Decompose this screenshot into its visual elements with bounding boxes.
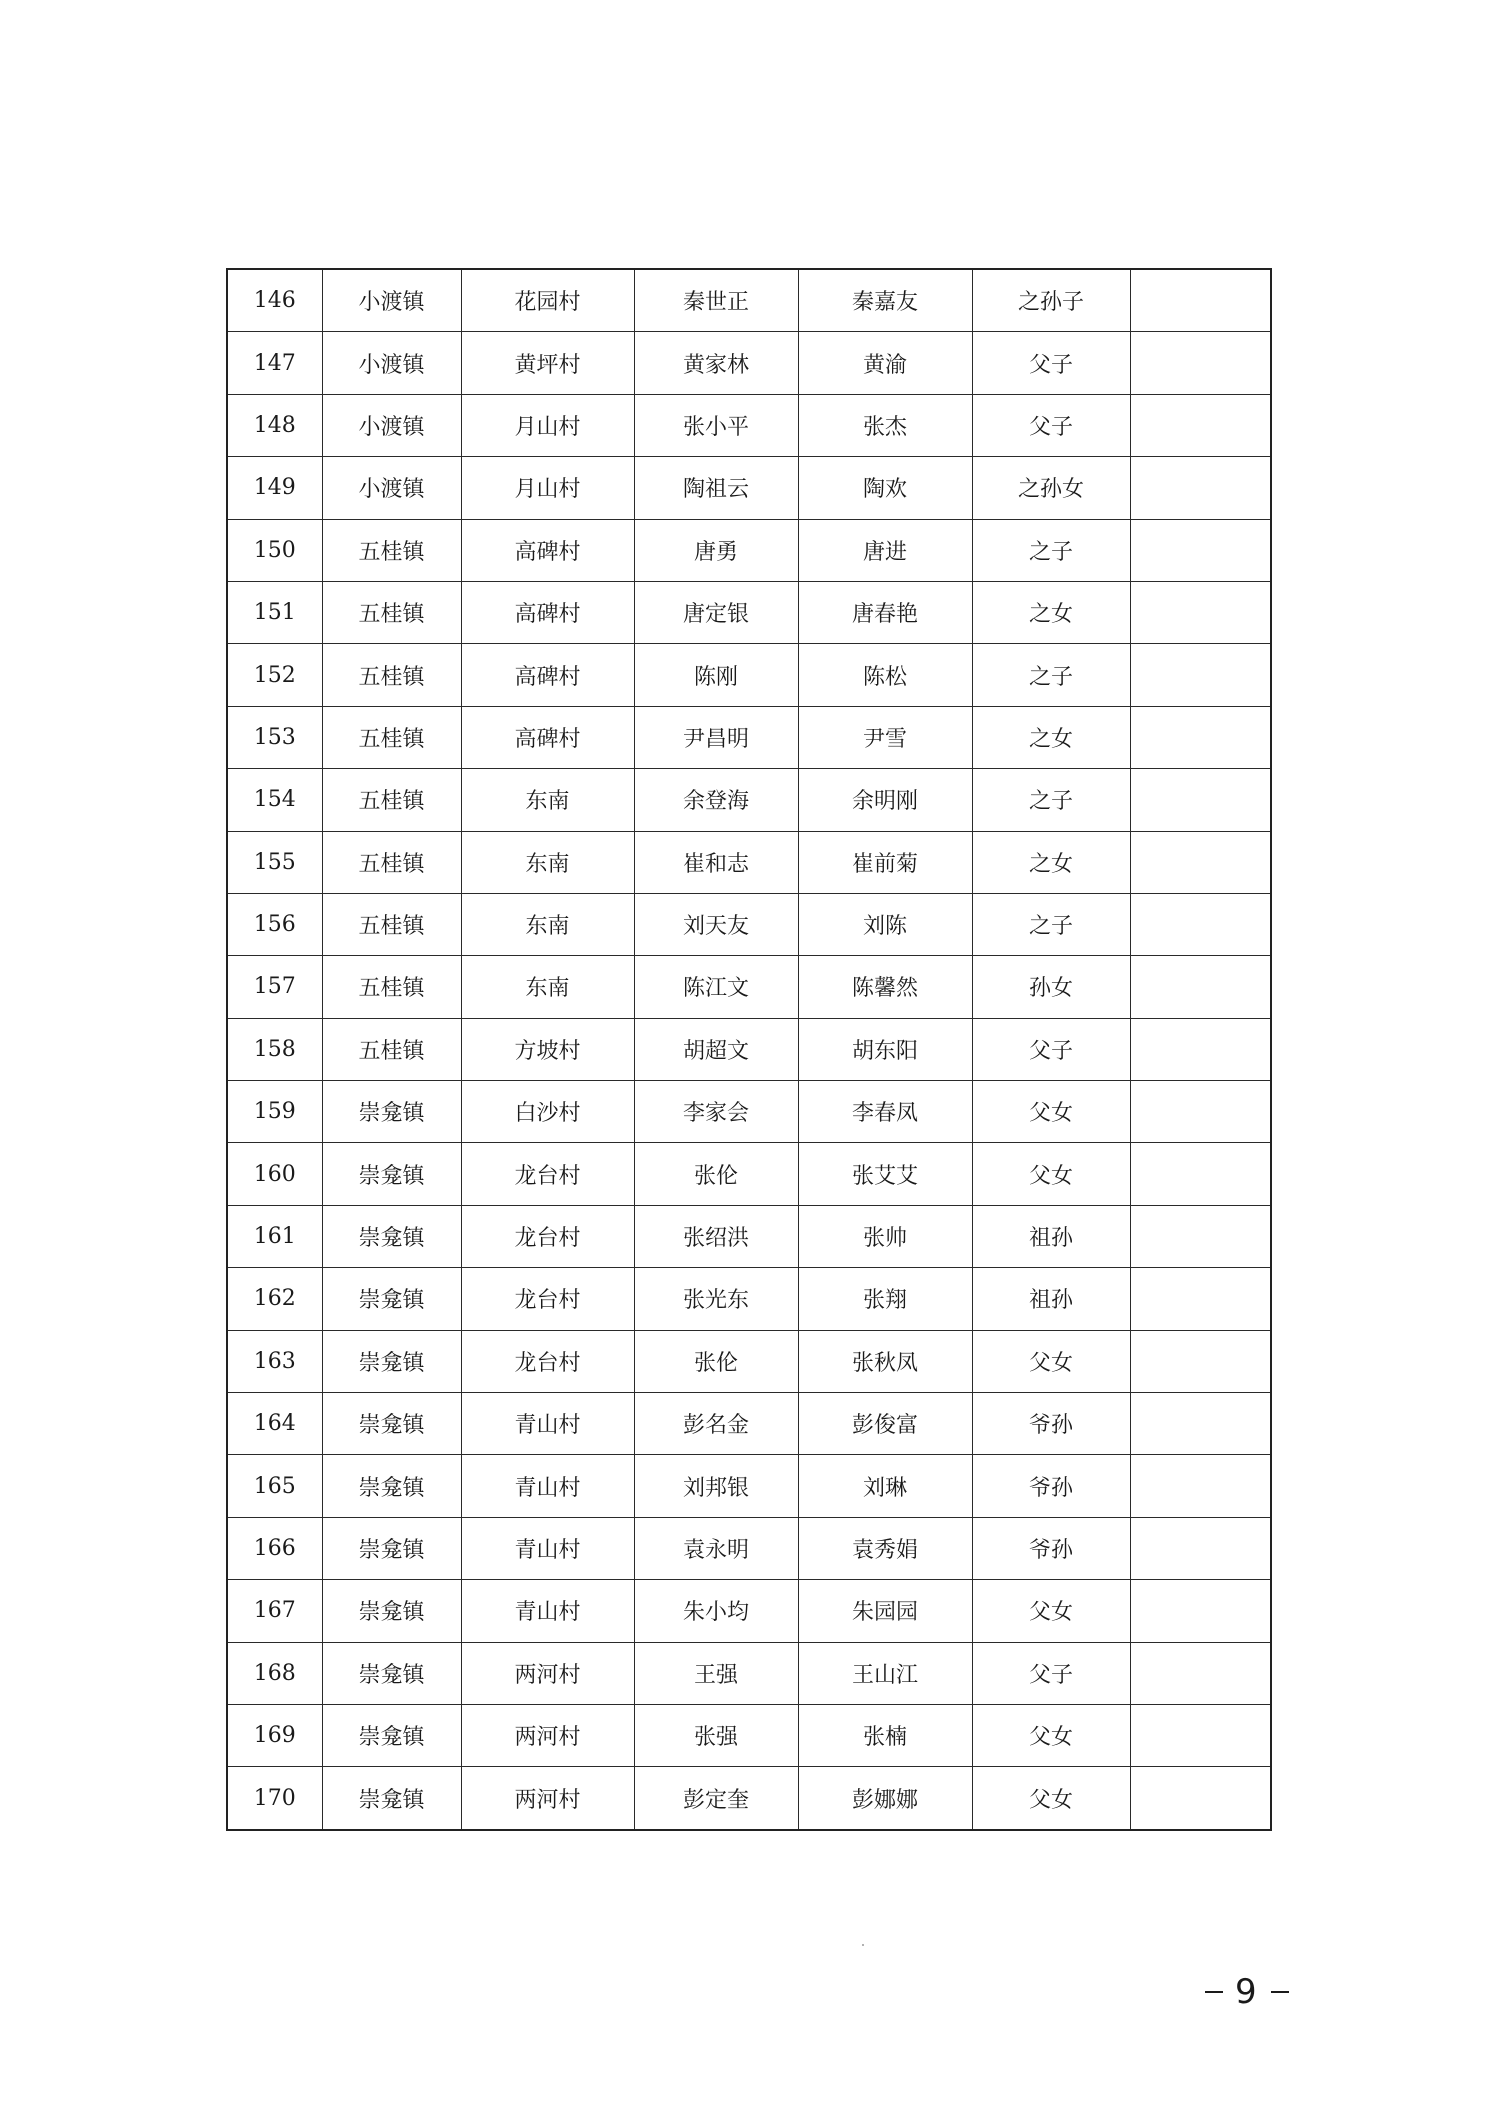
relationship-cell: 之子 <box>972 519 1130 581</box>
relative-cell: 陈馨然 <box>798 956 972 1018</box>
village-cell: 东南 <box>461 893 634 955</box>
town-cell: 崇龛镇 <box>322 1143 461 1205</box>
relationship-cell: 父女 <box>972 1143 1130 1205</box>
relationship-cell: 之女 <box>972 831 1130 893</box>
table-row <box>227 769 1271 831</box>
village-cell: 东南 <box>461 769 634 831</box>
relationship-cell: 父子 <box>972 332 1130 394</box>
village-cell: 青山村 <box>461 1580 634 1642</box>
remarks-cell <box>1130 1704 1271 1766</box>
town-cell: 崇龛镇 <box>322 1330 461 1392</box>
remarks-cell <box>1130 1455 1271 1517</box>
person-cell: 李家会 <box>634 1081 798 1143</box>
relationship-cell: 父女 <box>972 1330 1130 1392</box>
remarks-cell <box>1130 893 1271 955</box>
village-cell: 龙台村 <box>461 1330 634 1392</box>
town-cell: 崇龛镇 <box>322 1580 461 1642</box>
village-cell: 两河村 <box>461 1642 634 1704</box>
relative-cell: 王山江 <box>798 1642 972 1704</box>
page-number-right-dash <box>1271 1991 1289 1993</box>
person-cell: 王强 <box>634 1642 798 1704</box>
table-row <box>227 394 1271 456</box>
town-cell: 五桂镇 <box>322 519 461 581</box>
remarks-cell <box>1130 1393 1271 1455</box>
table-row <box>227 644 1271 706</box>
table-row <box>227 519 1271 581</box>
person-cell: 张光东 <box>634 1268 798 1330</box>
relative-cell: 张秋凤 <box>798 1330 972 1392</box>
relative-cell: 尹雪 <box>798 706 972 768</box>
town-cell: 崇龛镇 <box>322 1642 461 1704</box>
table-row <box>227 956 1271 1018</box>
relative-cell: 张翔 <box>798 1268 972 1330</box>
person-cell: 秦世正 <box>634 269 798 332</box>
relative-cell: 黄渝 <box>798 332 972 394</box>
relative-cell: 唐进 <box>798 519 972 581</box>
relationship-cell: 之子 <box>972 769 1130 831</box>
person-cell: 袁永明 <box>634 1517 798 1579</box>
village-cell: 高碑村 <box>461 706 634 768</box>
person-cell: 唐勇 <box>634 519 798 581</box>
town-cell: 五桂镇 <box>322 769 461 831</box>
relationship-cell: 孙女 <box>972 956 1130 1018</box>
person-cell: 唐定银 <box>634 581 798 643</box>
person-cell: 张伦 <box>634 1330 798 1392</box>
remarks-cell <box>1130 956 1271 1018</box>
serial-number-cell: 151 <box>227 581 322 643</box>
village-cell: 白沙村 <box>461 1081 634 1143</box>
serial-number-cell: 152 <box>227 644 322 706</box>
table-row <box>227 1393 1271 1455</box>
town-cell: 小渡镇 <box>322 269 461 332</box>
serial-number-cell: 149 <box>227 457 322 519</box>
person-cell: 陈江文 <box>634 956 798 1018</box>
roster-table <box>226 268 1272 1831</box>
village-cell: 月山村 <box>461 457 634 519</box>
relative-cell: 袁秀娟 <box>798 1517 972 1579</box>
serial-number-cell: 150 <box>227 519 322 581</box>
person-cell: 刘邦银 <box>634 1455 798 1517</box>
table-row <box>227 269 1271 332</box>
serial-number-cell: 154 <box>227 769 322 831</box>
relative-cell: 陈松 <box>798 644 972 706</box>
relationship-cell: 父女 <box>972 1580 1130 1642</box>
town-cell: 崇龛镇 <box>322 1393 461 1455</box>
table-row <box>227 1018 1271 1080</box>
remarks-cell <box>1130 1081 1271 1143</box>
relationship-cell: 之子 <box>972 893 1130 955</box>
relative-cell: 刘琳 <box>798 1455 972 1517</box>
remarks-cell <box>1130 706 1271 768</box>
remarks-cell <box>1130 1580 1271 1642</box>
table-row <box>227 1268 1271 1330</box>
table-row <box>227 1767 1271 1830</box>
village-cell: 东南 <box>461 956 634 1018</box>
remarks-cell <box>1130 1268 1271 1330</box>
village-cell: 青山村 <box>461 1455 634 1517</box>
person-cell: 黄家林 <box>634 332 798 394</box>
remarks-cell <box>1130 1767 1271 1830</box>
remarks-cell <box>1130 1517 1271 1579</box>
serial-number-cell: 146 <box>227 269 322 332</box>
village-cell: 东南 <box>461 831 634 893</box>
serial-number-cell: 170 <box>227 1767 322 1830</box>
table-row <box>227 332 1271 394</box>
relationship-cell: 祖孙 <box>972 1205 1130 1267</box>
serial-number-cell: 162 <box>227 1268 322 1330</box>
remarks-cell <box>1130 1205 1271 1267</box>
relationship-cell: 之女 <box>972 706 1130 768</box>
relative-cell: 张帅 <box>798 1205 972 1267</box>
serial-number-cell: 164 <box>227 1393 322 1455</box>
remarks-cell <box>1130 1642 1271 1704</box>
person-cell: 尹昌明 <box>634 706 798 768</box>
town-cell: 崇龛镇 <box>322 1205 461 1267</box>
remarks-cell <box>1130 581 1271 643</box>
person-cell: 刘天友 <box>634 893 798 955</box>
table-row <box>227 1081 1271 1143</box>
relative-cell: 秦嘉友 <box>798 269 972 332</box>
person-cell: 张绍洪 <box>634 1205 798 1267</box>
relationship-cell: 之子 <box>972 644 1130 706</box>
town-cell: 五桂镇 <box>322 831 461 893</box>
serial-number-cell: 163 <box>227 1330 322 1392</box>
person-cell: 陈刚 <box>634 644 798 706</box>
town-cell: 五桂镇 <box>322 706 461 768</box>
serial-number-cell: 168 <box>227 1642 322 1704</box>
person-cell: 余登海 <box>634 769 798 831</box>
remarks-cell <box>1130 332 1271 394</box>
relative-cell: 崔前菊 <box>798 831 972 893</box>
remarks-cell <box>1130 831 1271 893</box>
relationship-cell: 爷孙 <box>972 1455 1130 1517</box>
serial-number-cell: 153 <box>227 706 322 768</box>
town-cell: 五桂镇 <box>322 893 461 955</box>
table-row <box>227 893 1271 955</box>
remarks-cell <box>1130 519 1271 581</box>
relative-cell: 张楠 <box>798 1704 972 1766</box>
remarks-cell <box>1130 644 1271 706</box>
relationship-cell: 父子 <box>972 1642 1130 1704</box>
serial-number-cell: 147 <box>227 332 322 394</box>
person-cell: 朱小均 <box>634 1580 798 1642</box>
table-row <box>227 457 1271 519</box>
table-row <box>227 1580 1271 1642</box>
relative-cell: 张艾艾 <box>798 1143 972 1205</box>
relationship-cell: 父女 <box>972 1767 1130 1830</box>
village-cell: 龙台村 <box>461 1205 634 1267</box>
serial-number-cell: 159 <box>227 1081 322 1143</box>
relative-cell: 张杰 <box>798 394 972 456</box>
village-cell: 两河村 <box>461 1704 634 1766</box>
serial-number-cell: 156 <box>227 893 322 955</box>
village-cell: 方坡村 <box>461 1018 634 1080</box>
table-row <box>227 1704 1271 1766</box>
relationship-cell: 父子 <box>972 394 1130 456</box>
relative-cell: 唐春艳 <box>798 581 972 643</box>
village-cell: 高碑村 <box>461 519 634 581</box>
serial-number-cell: 157 <box>227 956 322 1018</box>
village-cell: 龙台村 <box>461 1268 634 1330</box>
person-cell: 陶祖云 <box>634 457 798 519</box>
table-row <box>227 1205 1271 1267</box>
person-cell: 张强 <box>634 1704 798 1766</box>
relative-cell: 刘陈 <box>798 893 972 955</box>
village-cell: 青山村 <box>461 1517 634 1579</box>
relationship-cell: 之孙子 <box>972 269 1130 332</box>
village-cell: 龙台村 <box>461 1143 634 1205</box>
table-row <box>227 706 1271 768</box>
remarks-cell <box>1130 269 1271 332</box>
village-cell: 青山村 <box>461 1393 634 1455</box>
table-row <box>227 1642 1271 1704</box>
village-cell: 花园村 <box>461 269 634 332</box>
page-number <box>1205 1972 1289 2012</box>
page-number-left-dash <box>1205 1991 1223 1993</box>
person-cell: 彭名金 <box>634 1393 798 1455</box>
scan-speck <box>862 1944 864 1946</box>
relationship-cell: 爷孙 <box>972 1517 1130 1579</box>
serial-number-cell: 161 <box>227 1205 322 1267</box>
serial-number-cell: 166 <box>227 1517 322 1579</box>
person-cell: 胡超文 <box>634 1018 798 1080</box>
town-cell: 崇龛镇 <box>322 1517 461 1579</box>
remarks-cell <box>1130 394 1271 456</box>
relationship-cell: 祖孙 <box>972 1268 1130 1330</box>
serial-number-cell: 148 <box>227 394 322 456</box>
town-cell: 崇龛镇 <box>322 1268 461 1330</box>
relationship-cell: 之孙女 <box>972 457 1130 519</box>
town-cell: 小渡镇 <box>322 332 461 394</box>
remarks-cell <box>1130 1143 1271 1205</box>
table-row <box>227 1143 1271 1205</box>
relative-cell: 胡东阳 <box>798 1018 972 1080</box>
town-cell: 小渡镇 <box>322 394 461 456</box>
table-row <box>227 1455 1271 1517</box>
person-cell: 张伦 <box>634 1143 798 1205</box>
village-cell: 黄坪村 <box>461 332 634 394</box>
serial-number-cell: 165 <box>227 1455 322 1517</box>
serial-number-cell: 158 <box>227 1018 322 1080</box>
page-number-value: 9 <box>1235 1972 1259 2012</box>
relationship-cell: 爷孙 <box>972 1393 1130 1455</box>
town-cell: 五桂镇 <box>322 956 461 1018</box>
town-cell: 崇龛镇 <box>322 1767 461 1830</box>
town-cell: 五桂镇 <box>322 581 461 643</box>
town-cell: 崇龛镇 <box>322 1455 461 1517</box>
serial-number-cell: 169 <box>227 1704 322 1766</box>
serial-number-cell: 167 <box>227 1580 322 1642</box>
roster-table-body <box>227 269 1271 1830</box>
remarks-cell <box>1130 1330 1271 1392</box>
remarks-cell <box>1130 1018 1271 1080</box>
village-cell: 高碑村 <box>461 581 634 643</box>
person-cell: 崔和志 <box>634 831 798 893</box>
serial-number-cell: 160 <box>227 1143 322 1205</box>
town-cell: 五桂镇 <box>322 1018 461 1080</box>
village-cell: 两河村 <box>461 1767 634 1830</box>
town-cell: 五桂镇 <box>322 644 461 706</box>
relative-cell: 李春凤 <box>798 1081 972 1143</box>
town-cell: 崇龛镇 <box>322 1704 461 1766</box>
village-cell: 月山村 <box>461 394 634 456</box>
relationship-cell: 父子 <box>972 1018 1130 1080</box>
relationship-cell: 父女 <box>972 1704 1130 1766</box>
relative-cell: 朱园园 <box>798 1580 972 1642</box>
town-cell: 崇龛镇 <box>322 1081 461 1143</box>
relative-cell: 余明刚 <box>798 769 972 831</box>
table-row <box>227 1517 1271 1579</box>
relationship-cell: 父女 <box>972 1081 1130 1143</box>
relative-cell: 彭俊富 <box>798 1393 972 1455</box>
remarks-cell <box>1130 769 1271 831</box>
person-cell: 彭定奎 <box>634 1767 798 1830</box>
relative-cell: 陶欢 <box>798 457 972 519</box>
village-cell: 高碑村 <box>461 644 634 706</box>
table-row <box>227 581 1271 643</box>
table-row <box>227 1330 1271 1392</box>
person-cell: 张小平 <box>634 394 798 456</box>
relative-cell: 彭娜娜 <box>798 1767 972 1830</box>
relationship-cell: 之女 <box>972 581 1130 643</box>
town-cell: 小渡镇 <box>322 457 461 519</box>
serial-number-cell: 155 <box>227 831 322 893</box>
table-row <box>227 831 1271 893</box>
remarks-cell <box>1130 457 1271 519</box>
